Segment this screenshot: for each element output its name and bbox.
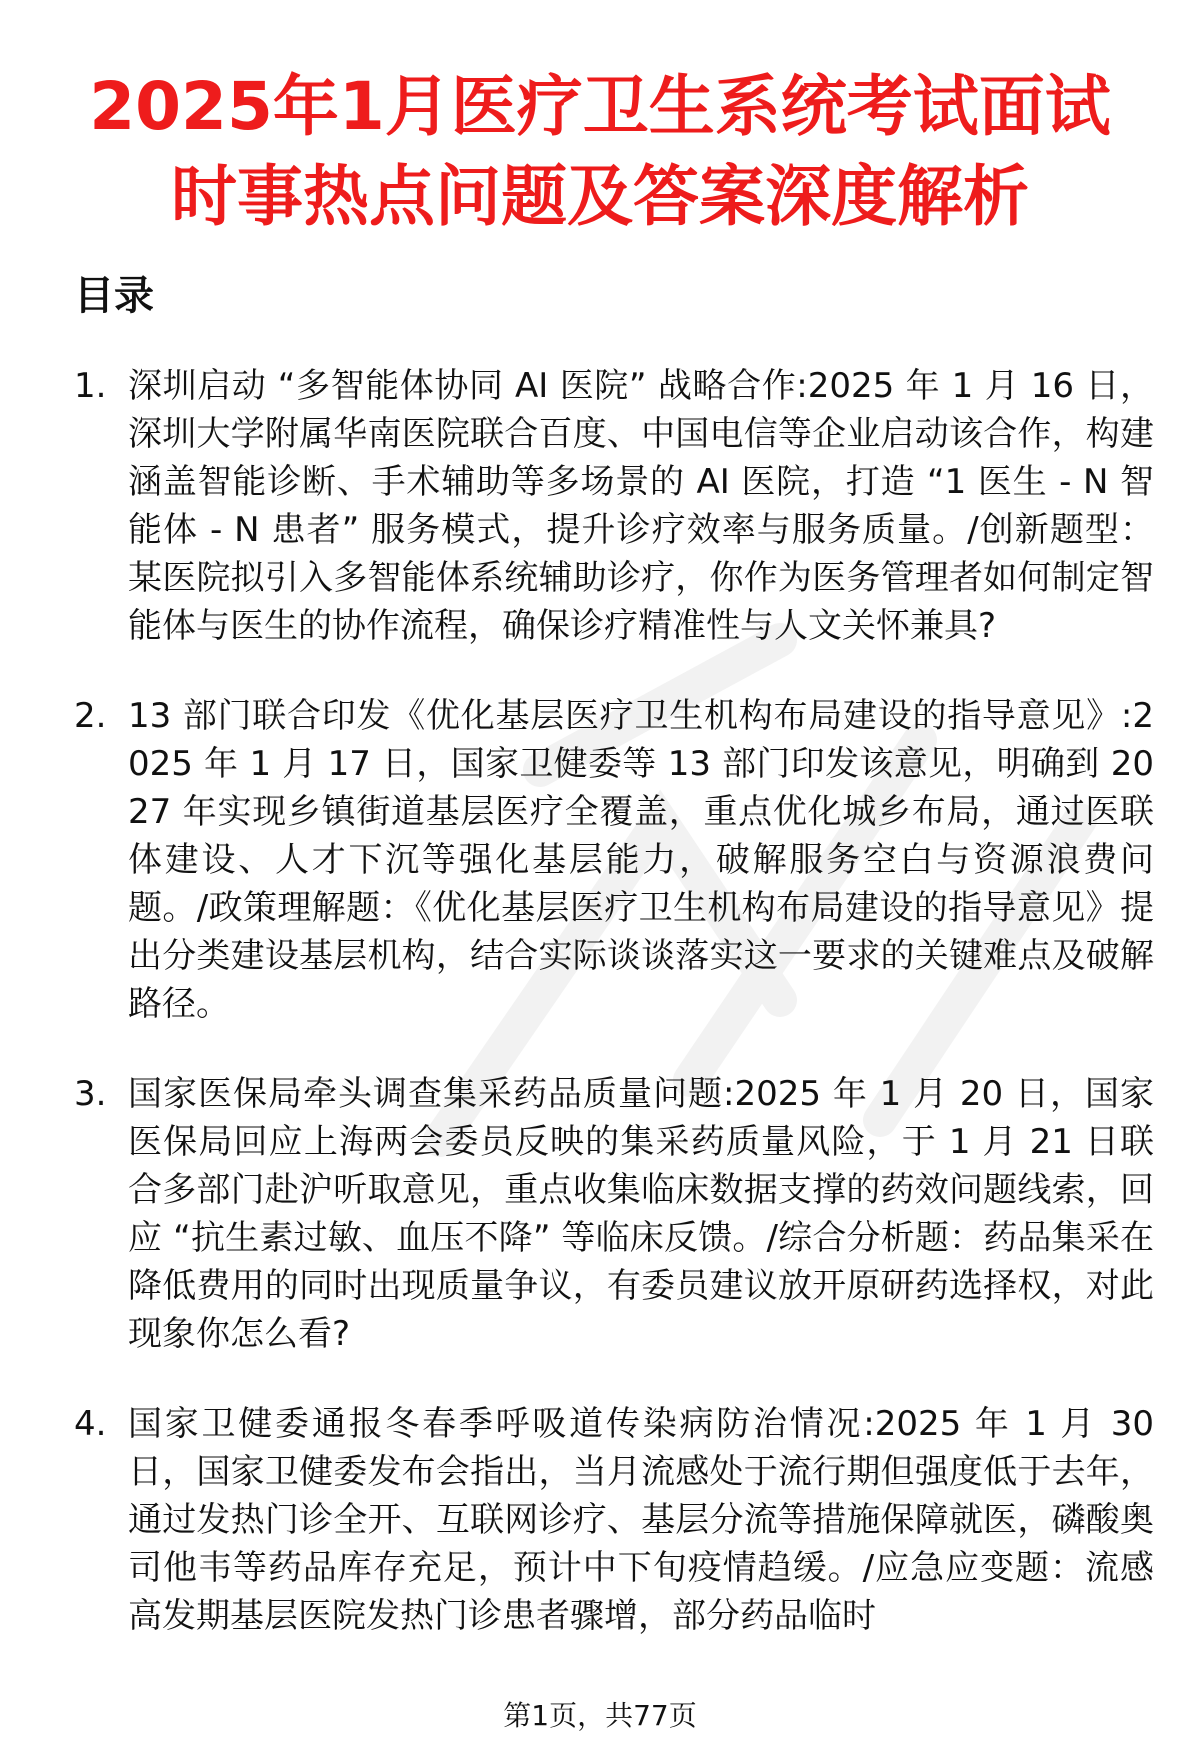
page-number: 第1页，共77页 [503,1699,697,1732]
toc-item-text: 深圳启动 “多智能体协同 AI 医院” 战略合作:2025 年 1 月 16 日，深圳大学附属华南医院联合百度、中国电信等企业启动该合作，构建涵盖智能诊断、手术辅助等多场景的 AI 医院，打造 “1 医生 - N 智能体 - N 患者” 服务模式，提升诊疗效率与服务质量。/创新题型：某医院拟引入多智能体系统辅助诊疗，你作为医务管理者如何制定智能体与医生的协作流程，确保诊疗精准性与人文关怀兼具? [128,366,1154,646]
toc-item-number: 1. [74,366,107,406]
title-line-2: 时事热点问题及答案深度解析 [171,158,1029,235]
toc-item-3 [74,1070,1154,1358]
toc-list [74,362,1154,1682]
toc-heading: 目录 [74,273,154,319]
toc-item-text: 国家医保局牵头调查集采药品质量问题:2025 年 1 月 20 日，国家医保局回应上海两会委员反映的集采药质量风险，于 1 月 21 日联合多部门赴沪听取意见，重点收集临床数据支撑的药效问题线索，回应 “抗生素过敏、血压不降” 等临床反馈。/综合分析题：药品集采在降低费用的同时出现质量争议，有委员建议放开原研药选择权，对此现象你怎么看? [128,1074,1154,1354]
toc-item-text: 13 部门联合印发《优化基层医疗卫生机构布局建设的指导意见》:2025 年 1 月 17 日，国家卫健委等 13 部门印发该意见，明确到 2027 年实现乡镇街道基层医疗全覆盖，重点优化城乡布局，通过医联体建设、人才下沉等强化基层能力，破解服务空白与资源浪费问题。/政策理解题：《优化基层医疗卫生机构布局建设的指导意见》提出分类建设基层机构，结合实际谈谈落实这一要求的关键难点及破解路径。 [128,696,1154,1024]
toc-item-number: 4. [74,1404,107,1444]
toc-item-4 [74,1400,1154,1640]
document-title [60,62,1140,242]
toc-item-number: 2. [74,696,107,736]
toc-item-2 [74,692,1154,1028]
toc-item-number: 3. [74,1074,107,1114]
toc-item-1 [74,362,1154,650]
toc-item-text: 国家卫健委通报冬春季呼吸道传染病防治情况:2025 年 1 月 30 日，国家卫健委发布会指出，当月流感处于流行期但强度低于去年，通过发热门诊全开、互联网诊疗、基层分流等措施保障就医，磷酸奥司他韦等药品库存充足，预计中下旬疫情趋缓。/应急应变题：流感高发期基层医院发热门诊患者骤增，部分药品临时 [128,1404,1154,1636]
title-line-1: 2025年1月医疗卫生系统考试面试 [89,68,1111,145]
